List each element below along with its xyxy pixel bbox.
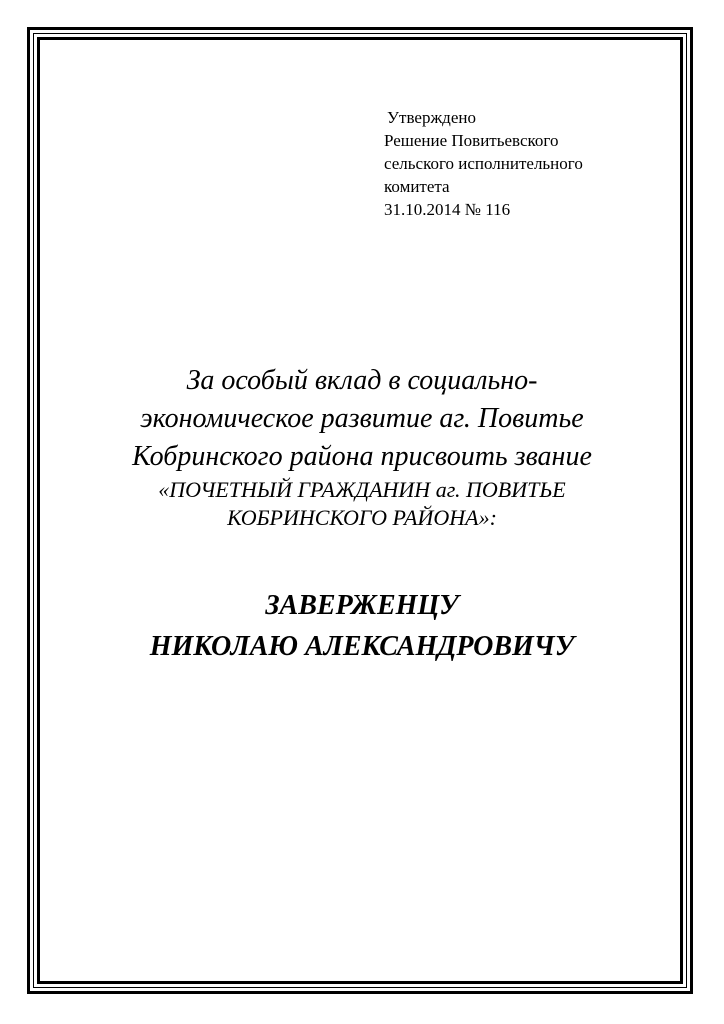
award-line-1: За особый вклад в социально- xyxy=(186,365,538,396)
approval-stamp xyxy=(384,106,684,221)
recipient-name xyxy=(60,585,664,667)
approval-line-3: комитета xyxy=(384,177,450,196)
award-title-line-1: «ПОЧЕТНЫЙ ГРАЖДАНИН аг. ПОВИТЬЕ xyxy=(158,477,566,502)
approval-line-1: Решение Повитьевского xyxy=(384,131,559,150)
award-line-3: Кобринского района присвоить звание xyxy=(132,441,592,472)
award-text xyxy=(60,362,664,532)
recipient-given-names: НИКОЛАЮ АЛЕКСАНДРОВИЧУ xyxy=(149,631,575,662)
award-line-2: экономическое развитие аг. Повитье xyxy=(140,403,584,434)
award-title-line-2: КОБРИНСКОГО РАЙОНА»: xyxy=(227,505,497,530)
approval-date-number: 31.10.2014 № 116 xyxy=(384,200,511,219)
approval-line-2: сельского исполнительного xyxy=(384,154,583,173)
recipient-surname: ЗАВЕРЖЕНЦУ xyxy=(265,590,459,621)
approval-title: Утверждено xyxy=(387,108,476,127)
